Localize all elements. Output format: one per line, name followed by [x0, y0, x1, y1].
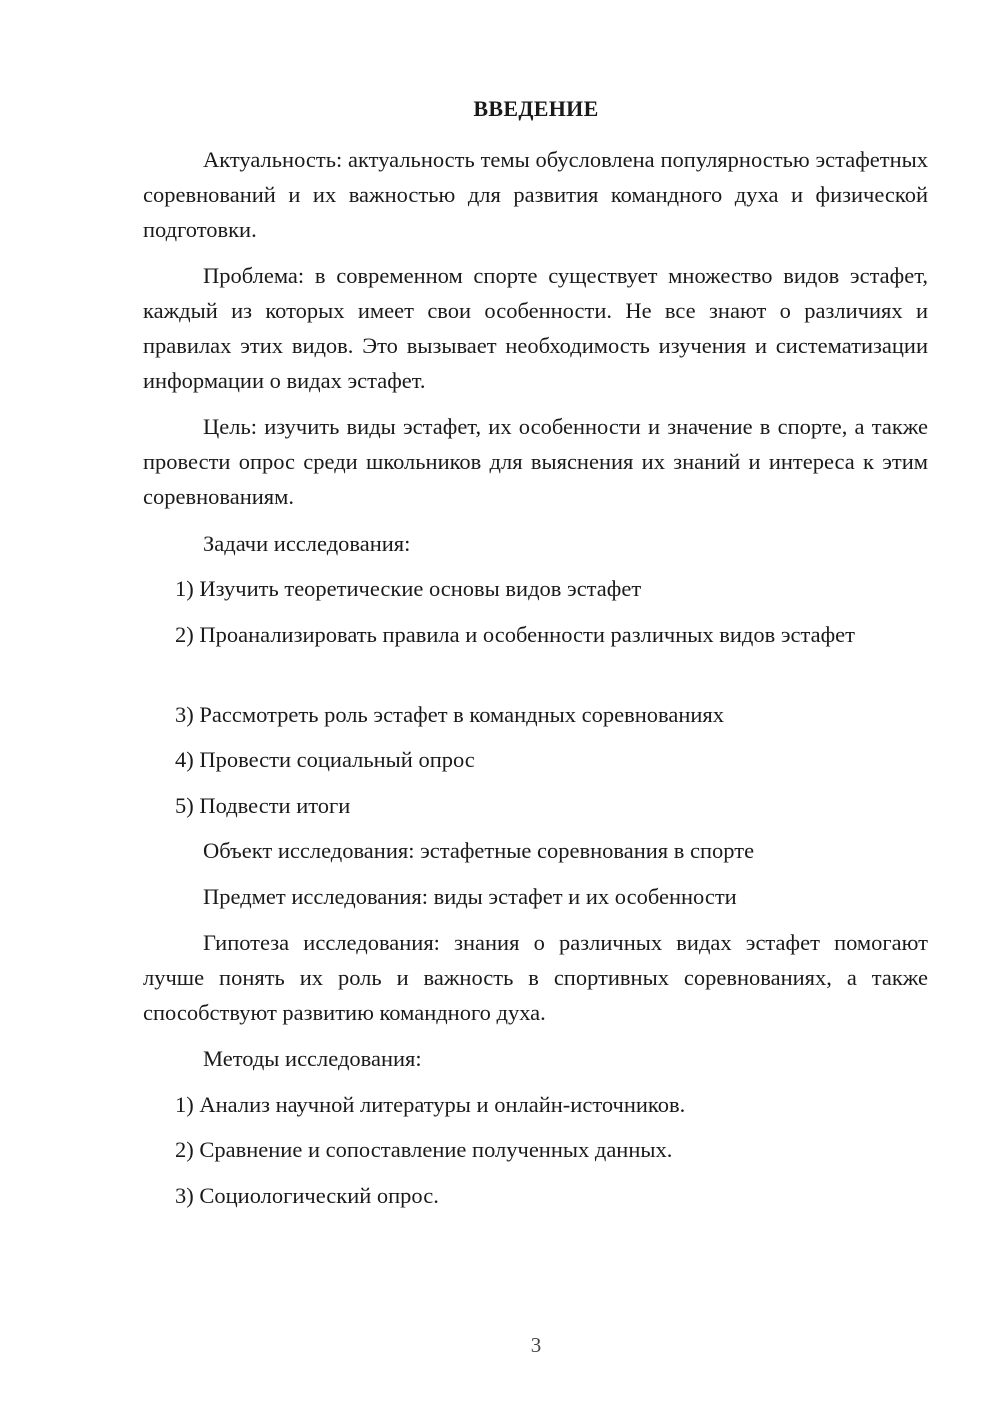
paragraph-relevance: Актуальность: актуальность темы обусловлена популярностью эстафетных соревнований и их важностью для развития командного духа и физической подготовки. [143, 147, 928, 242]
task-item: 1) Изучить теоретические основы видов эстафет [175, 576, 642, 601]
method-item: 3) Социологический опрос. [175, 1183, 439, 1208]
tasks-heading: Задачи исследования: [203, 531, 411, 556]
page-number: 3 [530, 1333, 542, 1357]
research-subject: Предмет исследования: виды эстафет и их особенности [203, 884, 737, 909]
method-item: 1) Анализ научной литературы и онлайн-источников. [175, 1092, 686, 1117]
task-item: 4) Провести социальный опрос [175, 747, 475, 772]
paragraph-goal: Цель: изучить виды эстафет, их особенности и значение в спорте, а также провести опрос среди школьников для выяснения их знаний и интереса к этим соревнованиям. [143, 414, 928, 509]
page-title: ВВЕДЕНИЕ [473, 96, 599, 121]
task-item: 3) Рассмотреть роль эстафет в командных соревнованиях [175, 702, 725, 727]
task-item: 2) Проанализировать правила и особенности различных видов эстафет [175, 622, 855, 647]
paragraph-hypothesis: Гипотеза исследования: знания о различных видах эстафет помогают лучше понять их роль и важность в спортивных соревнованиях, а также способствуют развитию командного духа. [143, 930, 928, 1025]
research-object: Объект исследования: эстафетные соревнования в спорте [203, 838, 755, 863]
methods-heading: Методы исследования: [203, 1046, 422, 1071]
method-item: 2) Сравнение и сопоставление полученных данных. [175, 1137, 673, 1162]
paragraph-problem: Проблема: в современном спорте существует множество видов эстафет, каждый из которых имеет свои особенности. Не все знают о различиях и правилах этих видов. Это вызывает необходимость изучения и систематизации информации о видах эстафет. [143, 263, 928, 393]
task-item: 5) Подвести итоги [175, 793, 351, 818]
